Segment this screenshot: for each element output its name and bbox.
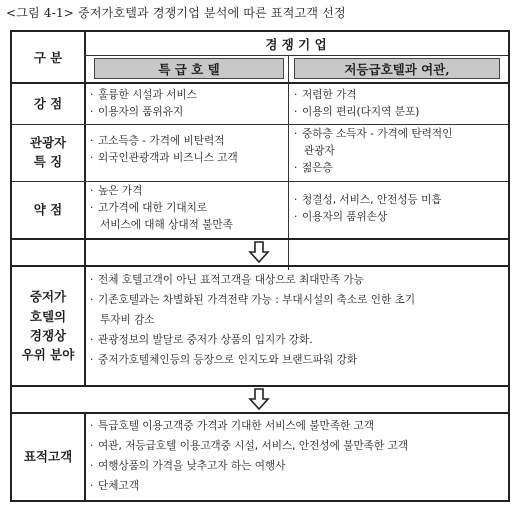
- list-item: · 고가격에 대한 기대치로: [90, 202, 208, 214]
- tourist-a-list: [90, 133, 238, 167]
- list-item: · 여관, 저등급호텔 이용고객중 시설, 서비스, 안전성에 불만족한 고객: [90, 440, 408, 452]
- figure-title: <그림 4-1> 중저가호텔과 경쟁기업 분석에 따른 표적고객 선정: [6, 6, 346, 20]
- list-item: · 외국인관광객과 비즈니스 고객: [90, 152, 238, 164]
- list-item: 투자비 감소: [100, 314, 155, 326]
- arrow-down-icon: [248, 388, 270, 410]
- list-item: · 여행상품의 가격을 낮추고자 하는 여행사: [90, 460, 286, 472]
- list-item: 서비스에 대해 상대적 불만족: [100, 219, 233, 231]
- list-item: · 전체 호텔고객이 아닌 표적고객을 대상으로 최대만족 가능: [90, 274, 364, 286]
- tourist-b-list: [294, 126, 452, 177]
- target-label: 표적고객: [23, 448, 73, 464]
- list-item: · 훌륭한 시설과 서비스: [90, 89, 197, 101]
- col-b-header-label: 저등급호텔과 여관,: [344, 61, 450, 77]
- list-item: · 이용의 편리(다지역 분포): [294, 106, 420, 118]
- list-item: · 청결성, 서비스, 안전성등 미흡: [294, 194, 442, 206]
- advantage-list: [90, 270, 415, 370]
- list-item: · 단체고객: [90, 480, 139, 492]
- list-item: · 이용자의 품위유지: [90, 106, 184, 118]
- list-item: · 젊은층: [294, 162, 333, 174]
- list-item: · 고소득층 - 가격에 비탄력적: [90, 135, 225, 147]
- strength-label: 강 점: [33, 95, 63, 111]
- arrow-down-icon: [248, 241, 270, 263]
- list-item: 관광자: [304, 145, 335, 157]
- col-a-header-label: 특 급 호 텔: [158, 61, 220, 77]
- analysis-table: [10, 30, 510, 502]
- strength-b-list: [294, 87, 419, 121]
- list-item: · 중하층 소득자 - 가격에 탄력적인: [294, 128, 453, 140]
- list-item: · 기존호텔과는 차별화된 가격전략 가능 : 부대시설의 축소로 인한 초기: [90, 294, 416, 306]
- category-header: 구 분: [33, 49, 63, 65]
- advantage-label: 중저가 호텔의 경쟁상 우위 분야: [21, 289, 75, 363]
- weakness-a-list: [90, 183, 233, 234]
- weakness-label: 약 점: [33, 201, 63, 217]
- list-item: · 관광정보의 발달로 중저가 상품의 입지가 강화.: [90, 334, 313, 346]
- list-item: · 이용자의 품위손상: [294, 211, 388, 223]
- competitor-header: 경 쟁 기 업: [265, 37, 327, 52]
- tourist-feature-label: 관광자 특 징: [29, 135, 67, 169]
- target-list: [90, 416, 408, 496]
- list-item: · 중저가호텔체인등의 등장으로 인지도와 브랜드파워 강화: [90, 354, 358, 366]
- list-item: · 특급호텔 이용고객중 가격과 기대한 서비스에 불만족한 고객: [90, 420, 375, 432]
- strength-a-list: [90, 87, 197, 121]
- list-item: · 저렴한 가격: [294, 89, 357, 101]
- list-item: · 높은 가격: [90, 185, 143, 197]
- weakness-b-list: [294, 192, 442, 226]
